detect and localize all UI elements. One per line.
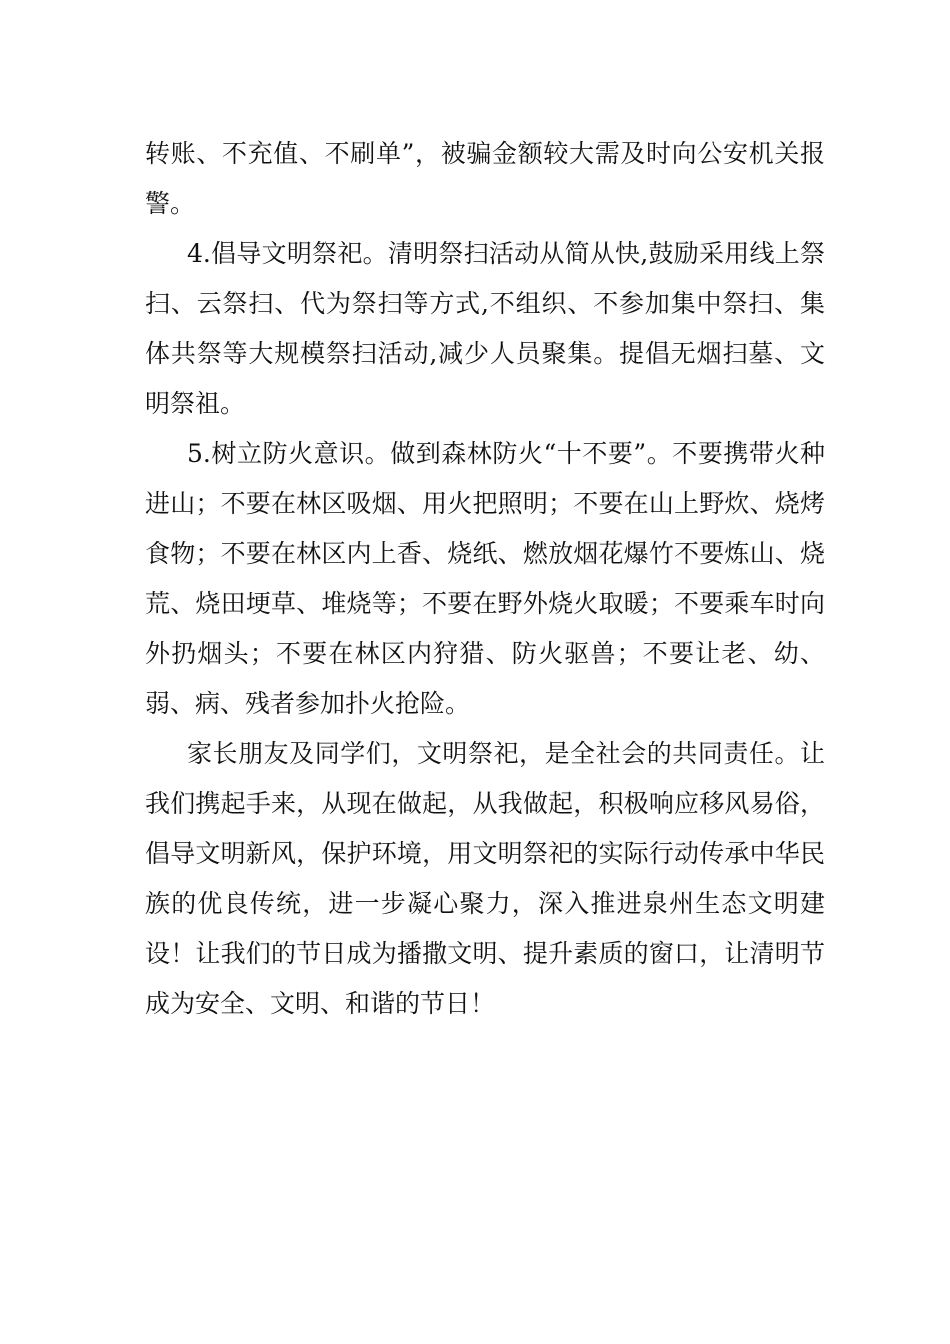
paragraph-closing-appeal: 家长朋友及同学们，文明祭祀，是全社会的共同责任。让我们携起手来，从现在做起，从我做起，积极响应移风易俗，倡导文明新风，保护环境，用文明祭祀的实际行动传承中华民族的优良传统，进一步凝心聚力，深入推进泉州生态文明建设！让我们的节日成为播撒文明、提升素质的窗口，让清明节成为安全、文明、和谐的节日！	[145, 739, 825, 1018]
document-body	[145, 129, 825, 1029]
paragraph-civilized-worship: 4.倡导文明祭祀。清明祭扫活动从简从快,鼓励采用线上祭扫、云祭扫、代为祭扫等方式,不组织、不参加集中祭扫、集体共祭等大规模祭扫活动,减少人员聚集。提倡无烟扫墓、文明祭祖。	[145, 239, 825, 418]
paragraph-fire-prevention: 5.树立防火意识。做到森林防火“十不要”。不要携带火种进山；不要在林区吸烟、用火把照明；不要在山上野炊、烧烤食物；不要在林区内上香、烧纸、燃放烟花爆竹不要炼山、烧荒、烧田埂草、堆烧等；不要在野外烧火取暖；不要乘车时向外扔烟头；不要在林区内狩猎、防火驱兽；不要让老、幼、弱、病、残者参加扑火抢险。	[145, 439, 825, 718]
paragraph-continuation: 转账、不充值、不刷单”，被骗金额较大需及时向公安机关报警。	[145, 139, 825, 218]
